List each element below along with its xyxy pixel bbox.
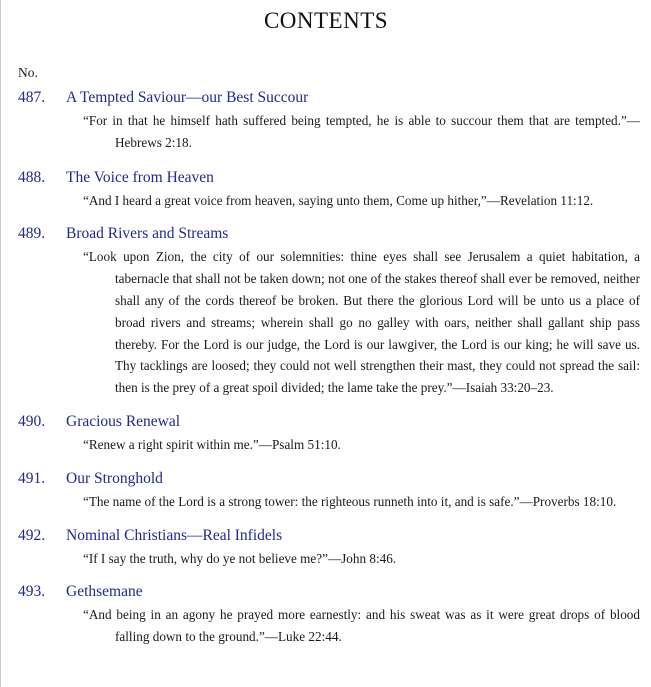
entry-scripture-quote: “Look upon Zion, the city of our solemnities: thine eyes shall see Jerusalem a quiet habitation, a tabernacle that shall not be taken down; not one of the stakes thereof shall ever be removed, neither shall any of the cords thereof be broken. But there the glorious Lord will be unto us a place of broad rivers and streams; wherein shall go no galley with oars, neither shall gallant ship pass thereby. For the Lord is our judge, the Lord is our lawgiver, the Lord is our king; he will save us. Thy tacklings are loosed; they could not well strengthen their mast, they could not spread the sail: then is the prey of a great spoil divided; the lame take the prey.”—Isaiah 33:20–23. bbox=[83, 249, 640, 396]
entry-title-link[interactable]: Broad Rivers and Streams bbox=[66, 225, 229, 243]
entry-title-link[interactable]: Gethsemane bbox=[66, 583, 143, 601]
entry-scripture-quote: “And I heard a great voice from heaven, saying unto them, Come up hither,”—Revelation 11:12. bbox=[83, 192, 594, 208]
entry-title-link[interactable]: Nominal Christians—Real Infidels bbox=[66, 526, 283, 544]
entry-title-link[interactable]: A Tempted Saviour—our Best Succour bbox=[66, 89, 309, 106]
entry-number: 493. bbox=[18, 583, 46, 601]
contents-entry bbox=[1, 526, 651, 570]
entry-number: 489. bbox=[18, 225, 46, 243]
contents-entry bbox=[1, 168, 651, 212]
entry-title-link[interactable]: The Voice from Heaven bbox=[66, 168, 214, 186]
contents-entry bbox=[1, 412, 651, 456]
entry-scripture-quote: “For in that he himself hath suffered being tempted, he is able to succour them that are tempted.”—Hebrews 2:18. bbox=[83, 113, 640, 150]
entry-number: 487. bbox=[18, 89, 46, 106]
contents-entry bbox=[1, 469, 651, 513]
entry-title-link[interactable]: Gracious Renewal bbox=[66, 412, 181, 430]
entry-scripture-quote: “If I say the truth, why do ye not believe me?”—John 8:46. bbox=[83, 550, 397, 566]
entry-number: 490. bbox=[18, 412, 46, 430]
contents-list bbox=[1, 88, 651, 648]
contents-entry bbox=[1, 582, 651, 648]
entry-scripture-quote: “And being in an agony he prayed more earnestly: and his sweat was as it were great drops of blood falling down to the ground.”—Luke 22:44. bbox=[83, 607, 640, 645]
entry-scripture-quote: “The name of the Lord is a strong tower: the righteous runneth into it, and is safe.”—Proverbs 18:10. bbox=[83, 493, 617, 509]
entry-scripture-quote: “Renew a right spirit within me.”—Psalm 51:10. bbox=[83, 436, 341, 452]
contents-entry bbox=[1, 224, 651, 399]
contents-entry bbox=[1, 88, 651, 154]
entry-title-link[interactable]: Our Stronghold bbox=[66, 469, 163, 487]
entry-number: 491. bbox=[18, 469, 46, 487]
entry-number: 492. bbox=[18, 526, 46, 544]
entry-number: 488. bbox=[18, 168, 46, 186]
number-column-label: No. bbox=[18, 65, 38, 80]
page-title: CONTENTS bbox=[263, 8, 389, 33]
